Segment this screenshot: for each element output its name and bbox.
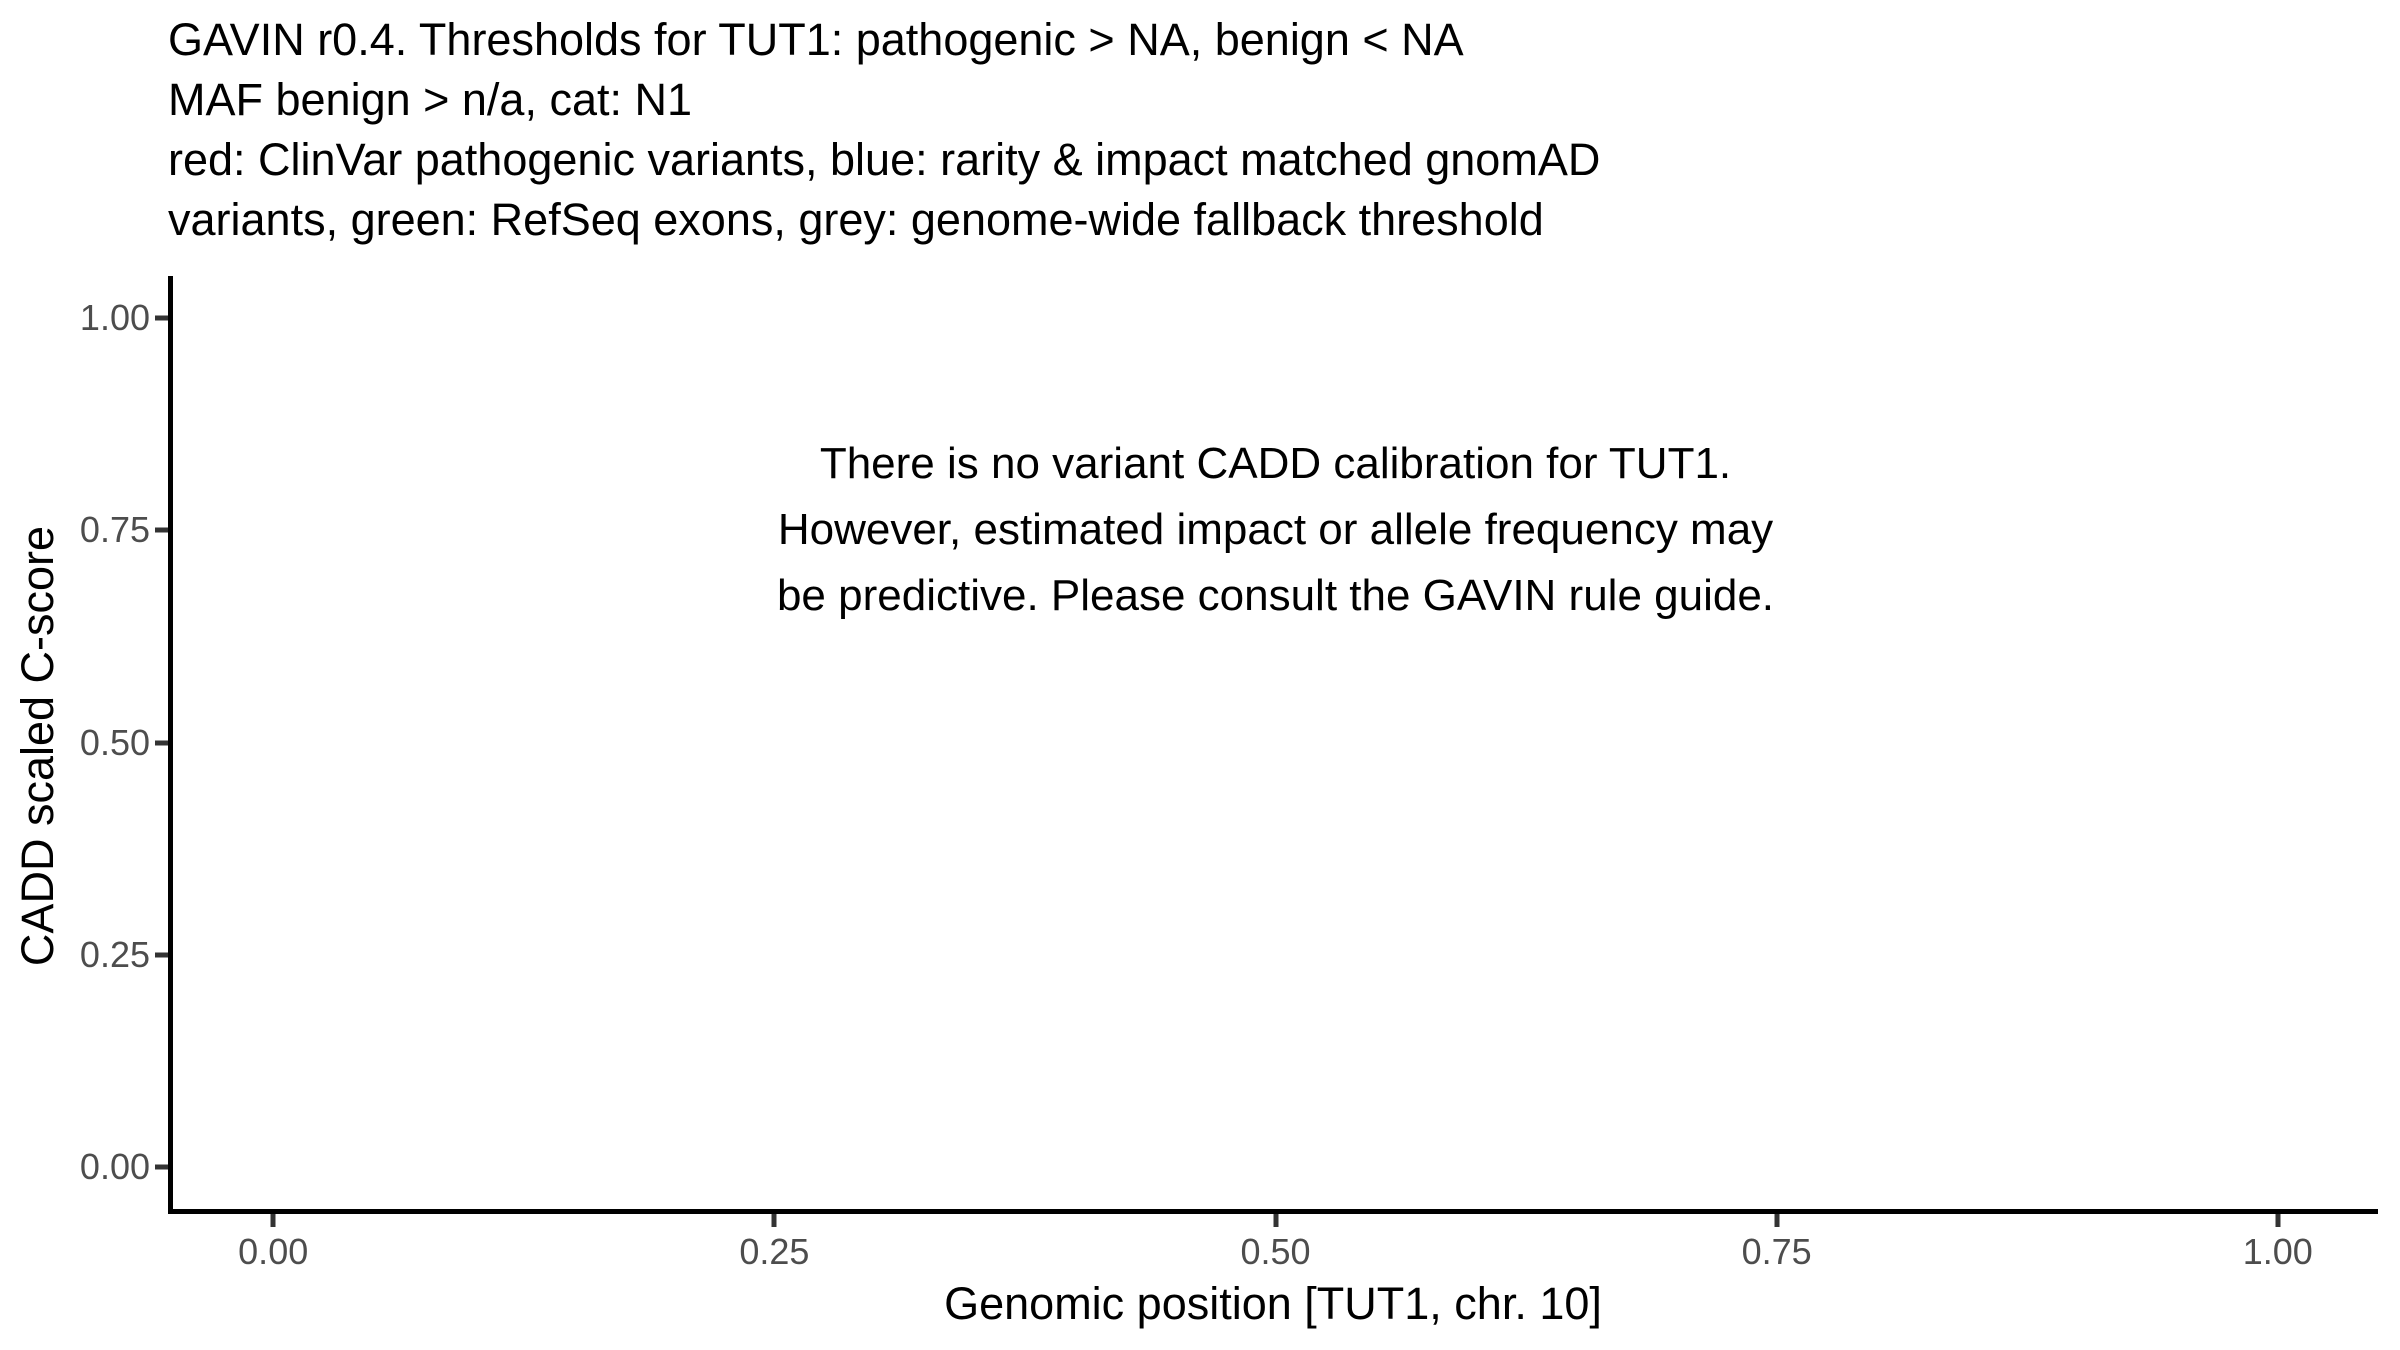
y-tick-mark bbox=[155, 1164, 168, 1169]
y-tick-label: 1.00 bbox=[79, 297, 150, 339]
y-tick-mark bbox=[155, 952, 168, 957]
y-tick-mark bbox=[155, 740, 168, 745]
x-tick-label: 0.25 bbox=[739, 1231, 810, 1272]
plot-panel bbox=[79, 276, 2378, 1272]
y-axis bbox=[79, 276, 2378, 1209]
plot-title-line-4: variants, green: RefSeq exons, grey: genome-wide fallback threshold bbox=[168, 194, 1544, 245]
plot-title-line-3: red: ClinVar pathogenic variants, blue: rarity & impact matched gnomAD bbox=[168, 134, 1601, 185]
x-tick-label: 0.75 bbox=[1741, 1231, 1812, 1272]
y-tick-mark bbox=[155, 528, 168, 533]
x-tick-mark bbox=[772, 1214, 777, 1227]
x-axis-title: Genomic position [TUT1, chr. 10] bbox=[944, 1278, 1602, 1329]
plot-title bbox=[168, 10, 1600, 250]
x-tick-label: 0.50 bbox=[1240, 1231, 1311, 1272]
x-tick-label: 0.00 bbox=[238, 1231, 309, 1272]
y-axis-title: CADD scaled C-score bbox=[12, 525, 63, 967]
annotation-line-3: be predictive. Please consult the GAVIN rule guide. bbox=[776, 571, 1775, 621]
plot-title-line-1: GAVIN r0.4. Thresholds for TUT1: pathogenic > NA, benign < NA bbox=[168, 14, 1464, 65]
y-tick-label: 0.50 bbox=[79, 721, 150, 763]
y-tick-label: 0.00 bbox=[79, 1145, 150, 1187]
x-tick-mark bbox=[2275, 1214, 2280, 1227]
x-tick-label: 1.00 bbox=[2242, 1231, 2313, 1272]
y-tick-label: 0.75 bbox=[79, 509, 150, 551]
x-tick-mark bbox=[1273, 1214, 1278, 1227]
x-tick-mark bbox=[1774, 1214, 1779, 1227]
annotation-line-2: However, estimated impact or allele frequency may bbox=[777, 505, 1774, 555]
x-tick-mark bbox=[271, 1214, 276, 1227]
y-tick-mark bbox=[155, 316, 168, 321]
y-tick-label: 0.25 bbox=[79, 933, 150, 975]
plot-title-line-2: MAF benign > n/a, cat: N1 bbox=[168, 74, 693, 125]
annotation-line-1: There is no variant CADD calibration for TUT1. bbox=[819, 439, 1732, 489]
